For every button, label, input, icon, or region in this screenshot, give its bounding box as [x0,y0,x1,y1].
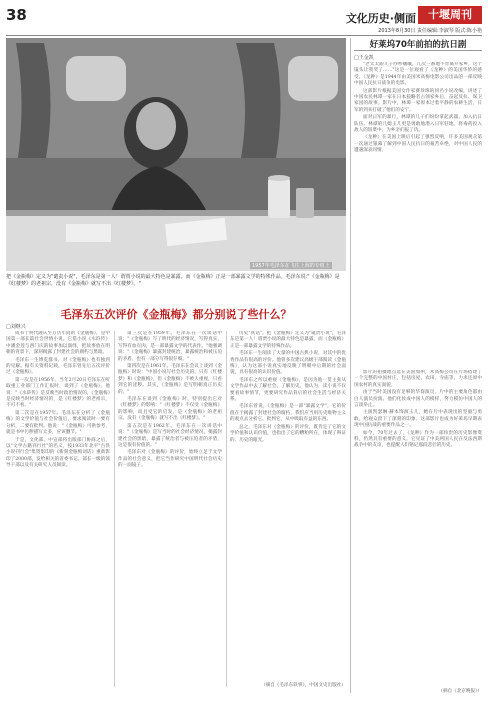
paragraph: 主演凯瑟琳·赫本饰演玉儿，她在片中表现出的坚毅与勇敢，给观众留下了深刻的印象。这部影片也成为好莱坞早期表现中国抗战的重要作品之一。 [354,410,482,429]
paragraph: 《龙种》在美国上映后引起了强烈反响，许多美国观众第一次通过银幕了解到中国人民抗日的艰苦卓绝，对中国人民的遭遇深表同情。 [354,135,482,154]
paragraph: 第三次是在1959年。毛泽东在一次谈话中说："《金瓶梅》写了明代的经济情况，写得真实，写得有血有肉，是一部暴露文学的代表作。"他强调说："《金瓶梅》暴露封建统治，暴露统治和被压迫的矛盾，也有一部分写得很仔细。" [118,331,222,362]
article-column-2 [118,331,222,687]
paragraph: 影片的拍摄地点选在美国加州，米高梅公司在片场搭建了一个完整的中国村庄，包括房屋、农田、寺庙等，力求还原中国农村的真实面貌。 [354,370,482,388]
article-author: □刘继兴 [6,324,26,330]
sidebar-author: □王金凯 [354,55,374,61]
photo-caption: 1957年毛泽东在飞往上海的专机上 [252,263,330,269]
section-title: 文化历史·侧面 [345,12,416,25]
paragraph: "老太太跟儿子吵吵嚷嚷，几次三番地不肯离开家乡，这个镜头让我哭了……"这是一位观看了《龙种》的美国华侨的感受。《龙种》是1944年由美国米高梅电影公司出品的一部反映中国人民抗日战争的电影。 [354,62,482,87]
sidebar-column-2 [354,370,482,685]
page-number: 38 [6,6,27,24]
issue-line: 2013年8月30日 责任编辑:李淑琴 版式:陈小艳 [378,28,482,34]
column-divider [226,331,227,687]
paragraph: 毛泽东之所以重视《金瓶梅》，是因为他一贯主张从文学作品中去了解社会、了解历史。他认为，读小说不仅要看故事情节，更要研究作品背后的社会生活与经济关系。 [230,377,346,403]
paragraph: 毛泽东一生阅读了大量的中国古典小说，对其中的优秀作品有很高的评价。他曾多次建议高级干部阅读《金瓶梅》，认为这部小说真实地反映了明朝中后期的社会面貌，具有很高的认识价值。 [230,351,346,376]
paragraph: 毛泽东曾说，《金瓶梅》是一部"暴露文学"，它的价值在于揭露了封建社会的腐朽，我们应当用历史唯物主义的观点去分析它、批判它，从中吸取有益的东西。 [230,404,346,423]
column-divider [114,331,115,687]
paragraph: 毛泽东一生博览群书，对《金瓶梅》也有独到的见解。据有关资料记载，毛泽东曾先后五次评价过《金瓶梅》。 [6,357,110,376]
paragraph: 第一次是在1956年。当年2月20日毛泽东在听取重工业部门工作汇报时，谈到了《金瓶梅》，他说："《水浒传》是反映当时政治情况的，《金瓶梅》是反映当时经济情况的，是《红楼梦》的老祖宗，不可不看。" [6,377,110,409]
sidebar-headline: 好莱坞70年前拍的抗日剧 [369,40,467,50]
article-headline: 毛泽东五次评价《金瓶梅》都分别说了些什么？ [60,308,292,321]
newspaper-name: 十堰周刊 [418,6,482,24]
paragraph: 第五次是在1962年。毛泽东在一次讲话中说："《金瓶梅》是写当时的社会经济情况，揭露封建社会的黑暗，暴露了统治者与被压迫者的矛盾，这是很有价值的。" [118,423,222,448]
article-column-3 [230,331,346,679]
paragraph: 毛泽东在谈到《金瓶梅》时，特别提出它对《红楼梦》的影响："《红楼梦》不仅受《金瓶梅》的影响，而且受它的启发，是《金瓶梅》的老祖宗。没有《金瓶梅》就写不出《红楼梦》。" [118,397,222,422]
paragraph: 这部影片根据美国女作家赛珍珠的同名小说改编，讲述了中国农民林谭一家在日本侵略者占领家乡后，奋起反抗、保卫家园的故事。影片中，林谭一家原本过着平静的农耕生活，日军的到来打破了他们的安宁。 [354,88,482,113]
paragraph: 如今，70年过去了，《龙种》作为一部珍贵的历史影像资料，仍然具有重要的意义。它见证了中美两国人民在反法西斯战争中的友谊，也提醒人们铭记那段悲壮的历史。 [354,430,482,449]
photo-mao-airplane [6,38,346,271]
sidebar-column-1 [354,62,482,367]
paragraph: 第二次是在1957年。毛泽东在分析了《金瓶梅》的文学价值与社会价值后，要求阅读时一要有分析，二要有批判。他说："《金瓶梅》可供参考，就是书中污秽描写太多，应该删节。" [6,410,110,436]
sidebar-rule [354,50,482,51]
paragraph: 由于当时美国没有足够的华裔演员，片中的主要角色都由白人演员扮演。他们化妆成中国人的模样，努力模仿中国人的言谈举止。 [354,390,482,409]
paragraph: 第四次是在1961年。毛泽东在会议上谈到《金瓶梅》时说："中国小说写社会历史的，只有《红楼梦》和《金瓶梅》，但《金瓶梅》不被人重视，只看到它的淫秽。其实，《金瓶梅》是写明朝真正历史的。" [118,364,222,395]
header-rule [6,35,482,36]
paragraph: 成书于明代隆庆至万历年间的《金瓶梅》，是中国第一部长篇社会世情小说。它借小说《水浒传》中潘金莲与西门庆的故事加以演绎，把故事放在明朝的背景下，深刻揭露了封建社会的腐朽与黑暗。 [6,331,110,356]
article-source: （摘自《毛泽东轶事》，中国文史出版社） [261,683,346,688]
sidebar-divider [350,38,351,693]
paragraph: 总之，毛泽东对《金瓶梅》的评价，既肯定了它的文学价值和认识价值，也指出了它的糟粕所在，体现了辩证的、历史的眼光。 [230,424,346,443]
paragraph: 面对日军的暴行，林谭的儿子们纷纷拿起武器，加入抗日队伍。林谭的儿媳玉儿更是勇敢地潜入日军驻地，将毒药投入敌人的饭菜中，为乡亲们报了仇。 [354,115,482,134]
article-column-1 [6,331,110,687]
paragraph: 于是，文化部、中宣部将出版部门协商之后，以"文学古籍刊行社"的名义，按1933年北平"古佚小说刊行会"集资影印的《新刻金瓶梅词话》重新影印了2000部，发给相关的省委书记、部长一级的领导干部以及有关研究人员阅读。 [6,437,110,469]
paragraph: 毛泽东对《金瓶梅》的评价，始终立足于文学作品的社会意义，把它当作研究中国明代社会历史的一面镜子。 [118,450,222,469]
sidebar-source: （摘自《北京晚报》） [438,689,482,694]
paragraph: 历史"真话"。把《金瓶梅》定义为"谴责小说"，毛泽东是第一人！谓贾小说的最大特色是暴露，而《金瓶梅》正是一部暴露文学的特殊作品。 [230,331,346,349]
lead-paragraph: 把《金瓶梅》定义为"谴责小说"，毛泽东是第一人！谓贾小说的最大特色是暴露。而《金瓶梅》正是一部暴露文学的特殊作品。毛泽东说:"《金瓶梅》是《红楼梦》的老祖宗，没有《金瓶梅》就写不出《红楼梦》。" [6,274,340,287]
